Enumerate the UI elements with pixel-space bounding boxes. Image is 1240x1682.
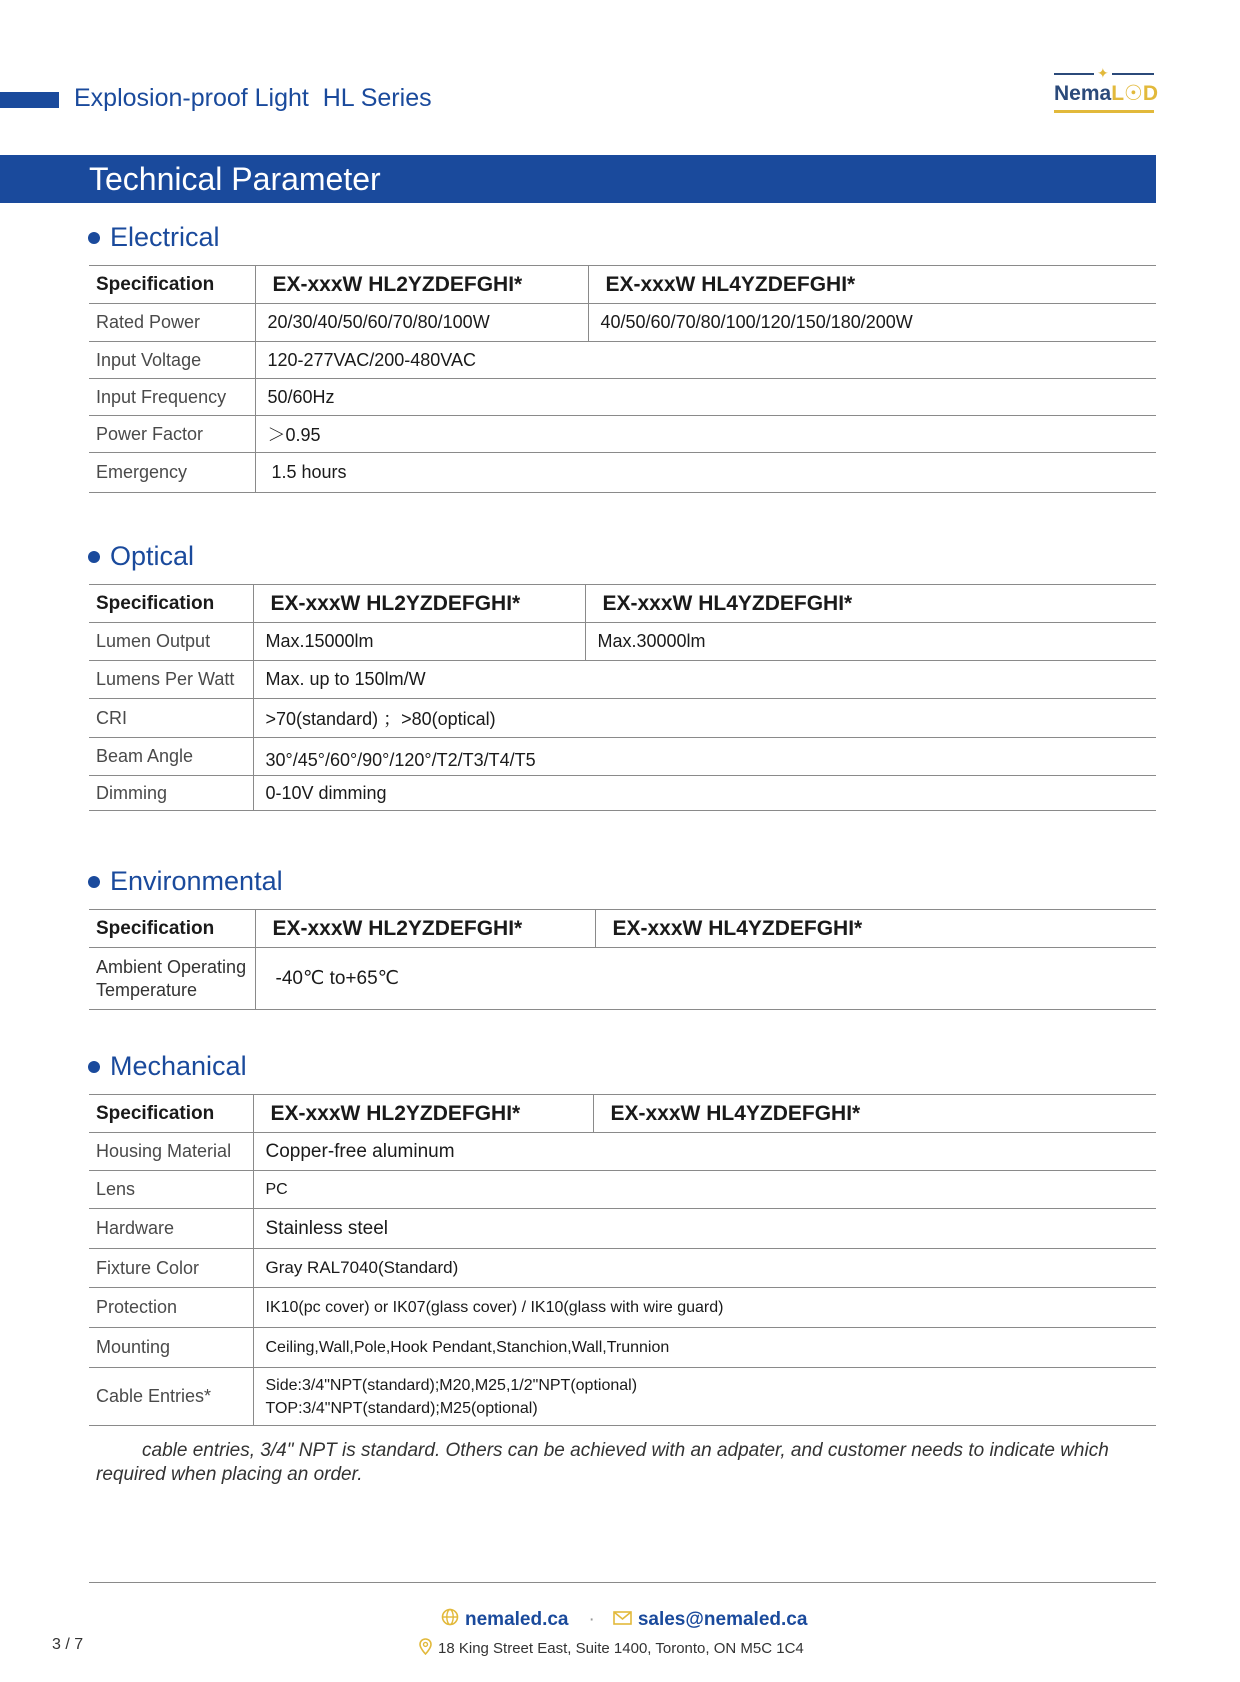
footnote-line1: cable entries, 3/4" NPT is standard. Others can be achieved with an adpater, and customer needs to indicate which	[142, 1440, 1109, 1461]
section-title: Environmental	[110, 866, 283, 896]
table-row	[89, 776, 1156, 811]
row-value-model2: 40/50/60/70/80/100/120/150/180/200W	[588, 304, 1156, 342]
logo-text-led: L☉D	[1111, 82, 1159, 105]
table-row	[89, 1288, 1156, 1328]
logo-star-icon: ✦	[1097, 65, 1109, 81]
row-value: IK10(pc cover) or IK07(glass cover) / IK10(glass with wire guard)	[253, 1288, 1156, 1328]
table-row	[89, 416, 1156, 453]
model1-header: EX-xxxW HL2YZDEFGHI*	[253, 1095, 593, 1133]
model2-header: EX-xxxW HL4YZDEFGHI*	[585, 585, 1156, 623]
row-value-line1: Side:3/4"NPT(standard);M20,M25,1/2"NPT(optional)	[265, 1376, 638, 1394]
environmental-table	[89, 909, 1156, 1010]
table-row	[89, 661, 1156, 699]
row-label: Input Frequency	[89, 379, 255, 416]
table-row	[89, 304, 1156, 342]
row-label: CRI	[89, 699, 253, 738]
model1-header: EX-xxxW HL2YZDEFGHI*	[253, 585, 585, 623]
table-row	[89, 1171, 1156, 1209]
row-value	[253, 1368, 1156, 1426]
section-title: Optical	[110, 541, 195, 571]
logo-line-left	[1054, 73, 1094, 75]
row-value-model1: Max.15000lm	[253, 623, 585, 661]
row-label	[89, 948, 255, 1010]
row-value: 120-277VAC/200-480VAC	[255, 342, 1156, 379]
row-value: Gray RAL7040(Standard)	[253, 1249, 1156, 1288]
section-heading-optical	[88, 541, 194, 572]
logo-underline	[1054, 110, 1154, 113]
bullet-icon	[88, 1061, 100, 1073]
row-label: Input Voltage	[89, 342, 255, 379]
row-value: >70(standard) ；>80(optical)	[253, 699, 1156, 738]
logo-wordmark	[1054, 81, 1158, 106]
table-row	[89, 738, 1156, 776]
title-banner	[0, 155, 1156, 203]
row-label-line1: Ambient Operating	[96, 956, 247, 977]
section-heading-mechanical	[88, 1051, 247, 1082]
row-value: Max. up to 150lm/W	[253, 661, 1156, 699]
table-row	[89, 1133, 1156, 1171]
mechanical-table	[89, 1094, 1156, 1426]
bullet-icon	[88, 551, 100, 563]
separator-dot: ·	[588, 1609, 595, 1630]
logo-line-right	[1112, 73, 1154, 75]
logo-text-nema: Nema	[1054, 82, 1112, 105]
model2-header: EX-xxxW HL4YZDEFGHI*	[593, 1095, 1156, 1133]
row-label-line2: Temperature	[96, 979, 198, 1000]
row-label: Rated Power	[89, 304, 255, 342]
footer-address	[419, 1638, 804, 1659]
table-header-row	[89, 266, 1156, 304]
row-value-model1: 20/30/40/50/60/70/80/100W	[255, 304, 588, 342]
section-heading-electrical	[88, 222, 220, 253]
spec-header: Specification	[89, 1095, 253, 1133]
model2-header: EX-xxxW HL4YZDEFGHI*	[588, 266, 1156, 304]
row-value: Copper-free aluminum	[253, 1133, 1156, 1171]
row-value: 1.5 hours	[255, 453, 1156, 493]
table-row	[89, 453, 1156, 493]
table-row	[89, 1368, 1156, 1426]
model2-header: EX-xxxW HL4YZDEFGHI*	[595, 910, 1156, 948]
optical-table	[89, 584, 1156, 811]
table-row	[89, 699, 1156, 738]
banner-title: Technical Parameter	[89, 161, 381, 197]
footnote	[96, 1439, 1136, 1487]
row-value: ＞0.95	[255, 416, 1156, 453]
bullet-icon	[88, 232, 100, 244]
row-label: Fixture Color	[89, 1249, 253, 1288]
row-value: -40℃ to+65℃	[255, 948, 1156, 1010]
table-row	[89, 1249, 1156, 1288]
table-row	[89, 1328, 1156, 1368]
electrical-table	[89, 265, 1156, 493]
row-value-line2: TOP:3/4"NPT(standard);M25(optional)	[265, 1399, 538, 1417]
table-row	[89, 1209, 1156, 1249]
model1-header: EX-xxxW HL2YZDEFGHI*	[255, 266, 588, 304]
row-value: Stainless steel	[253, 1209, 1156, 1249]
address-text: 18 King Street East, Suite 1400, Toronto, ON M5C 1C4	[438, 1640, 804, 1657]
row-value-model2: Max.30000lm	[585, 623, 1156, 661]
series-title: Explosion-proof Light HL Series	[74, 84, 432, 112]
section-heading-environmental	[88, 866, 283, 897]
map-pin-icon	[419, 1638, 432, 1659]
row-label: Cable Entries*	[89, 1368, 253, 1426]
table-header-row	[89, 1095, 1156, 1133]
section-title: Electrical	[110, 222, 220, 252]
spec-header: Specification	[89, 266, 255, 304]
email-link[interactable]: sales@nemaled.ca	[637, 1609, 808, 1630]
row-label: Housing Material	[89, 1133, 253, 1171]
row-value: PC	[253, 1171, 1156, 1209]
row-value: 30°/45°/60°/90°/120°/T2/T3/T4/T5	[253, 738, 1156, 776]
row-label: Protection	[89, 1288, 253, 1328]
row-label: Lumens Per Watt	[89, 661, 253, 699]
nemaled-logo	[1050, 65, 1159, 116]
row-label: Dimming	[89, 776, 253, 811]
section-title: Mechanical	[110, 1051, 247, 1081]
page-number: 3 / 7	[52, 1636, 84, 1653]
table-row	[89, 379, 1156, 416]
table-header-row	[89, 910, 1156, 948]
envelope-icon	[613, 1609, 632, 1631]
row-value: Ceiling,Wall,Pole,Hook Pendant,Stanchion,Wall,Trunnion	[253, 1328, 1156, 1368]
table-row	[89, 623, 1156, 661]
row-label: Lens	[89, 1171, 253, 1209]
header-accent-bar	[0, 92, 59, 108]
row-label: Hardware	[89, 1209, 253, 1249]
bullet-icon	[88, 876, 100, 888]
footer-contact	[441, 1608, 807, 1632]
row-label: Lumen Output	[89, 623, 253, 661]
globe-icon	[441, 1608, 459, 1632]
spec-header: Specification	[89, 910, 255, 948]
row-label: Beam Angle	[89, 738, 253, 776]
row-label: Power Factor	[89, 416, 255, 453]
footnote-line2: required when placing an order.	[96, 1464, 363, 1485]
table-header-row	[89, 585, 1156, 623]
row-value: 0-10V dimming	[253, 776, 1156, 811]
table-row	[89, 948, 1156, 1010]
spec-header: Specification	[89, 585, 253, 623]
model1-header: EX-xxxW HL2YZDEFGHI*	[255, 910, 595, 948]
footer-divider	[89, 1582, 1156, 1583]
row-label: Mounting	[89, 1328, 253, 1368]
row-label: Emergency	[89, 453, 255, 493]
row-value: 50/60Hz	[255, 379, 1156, 416]
website-link[interactable]: nemaled.ca	[465, 1609, 569, 1630]
table-row	[89, 342, 1156, 379]
